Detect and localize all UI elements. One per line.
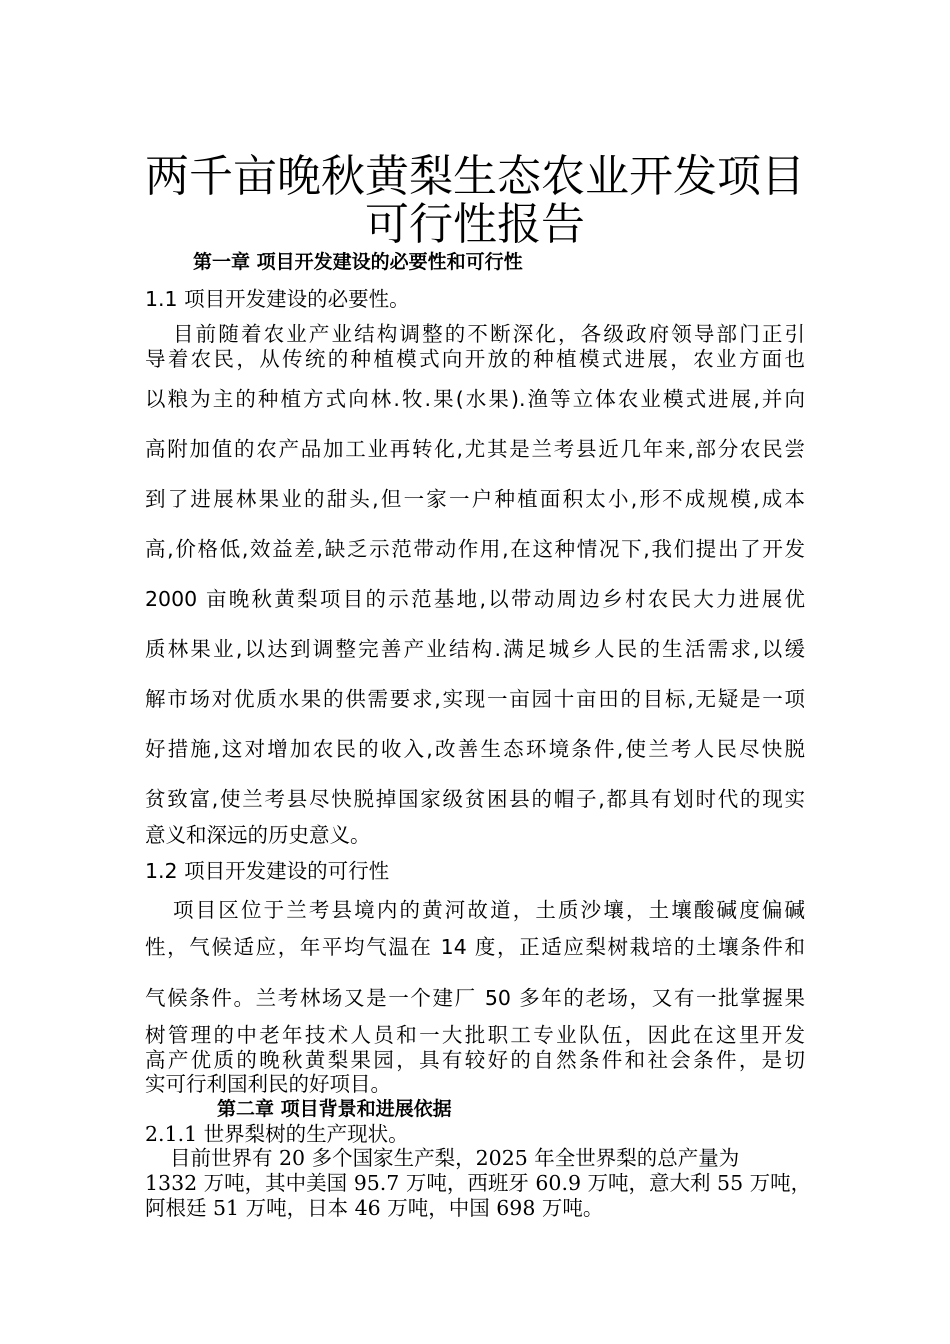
- paragraph-line: 导着农民，从传统的种植模式向开放的种植模式进展，农业方面也: [145, 347, 805, 371]
- section-1-2-title: 1.2 项目开发建设的可行性: [145, 859, 390, 883]
- paragraph-line: 解市场对优质水果的供需要求,实现一亩园十亩田的目标,无疑是一项: [145, 687, 805, 711]
- paragraph-line: 意义和深远的历史意义。: [145, 823, 371, 847]
- paragraph-line: 气候条件。兰考林场又是一个建厂 50 多年的老场，又有一批掌握果: [145, 986, 805, 1010]
- section-2-1-1-title: 2.1.1 世界梨树的生产现状。: [145, 1122, 409, 1146]
- paragraph-line: 高产优质的晚秋黄梨果园，具有较好的自然条件和社会条件，是切: [145, 1048, 805, 1072]
- document-title-line-2: 可行性报告: [365, 199, 585, 250]
- paragraph-line: 贫致富,使兰考县尽快脱掉国家级贫困县的帽子,都具有划时代的现实: [145, 787, 805, 811]
- paragraph-line: 树管理的中老年技术人员和一大批职工专业队伍，因此在这里开发: [145, 1023, 805, 1047]
- chapter-2-heading: 第二章 项目背景和进展依据: [217, 1098, 452, 1120]
- paragraph-line: 目前世界有 20 多个国家生产梨，2025 年全世界梨的总产量为: [170, 1146, 740, 1170]
- paragraph-line: 目前随着农业产业结构调整的不断深化，各级政府领导部门正引: [173, 322, 805, 346]
- paragraph-line: 1332 万吨，其中美国 95.7 万吨，西班牙 60.9 万吨，意大利 55 万吨，: [145, 1171, 812, 1195]
- paragraph-line: 性，气候适应，年平均气温在 14 度，正适应梨树栽培的土壤条件和: [145, 935, 805, 959]
- paragraph-line: 以粮为主的种植方式向林.牧.果(水果).渔等立体农业模式进展,并向: [145, 387, 805, 411]
- paragraph-line: 2000 亩晚秋黄梨项目的示范基地,以带动周边乡村农民大力进展优: [145, 587, 805, 611]
- paragraph-line: 项目区位于兰考县境内的黄河故道，土质沙壤，土壤酸碱度偏碱: [173, 898, 805, 922]
- paragraph-line: 到了进展林果业的甜头,但一家一户种植面积太小,形不成规模,成本: [145, 487, 805, 511]
- section-1-1-title: 1.1 项目开发建设的必要性。: [145, 287, 410, 311]
- chapter-1-heading: 第一章 项目开发建设的必要性和可行性: [193, 251, 523, 273]
- paragraph-line: 高附加值的农产品加工业再转化,尤其是兰考县近几年来,部分农民尝: [145, 437, 805, 461]
- document-title-line-1: 两千亩晚秋黄梨生态农业开发项目: [145, 151, 805, 202]
- paragraph-line: 阿根廷 51 万吨，日本 46 万吨，中国 698 万吨。: [145, 1196, 604, 1220]
- paragraph-line: 高,价格低,效益差,缺乏示范带动作用,在这种情况下,我们提出了开发: [145, 537, 805, 561]
- paragraph-line: 实可行利国利民的好项目。: [145, 1072, 391, 1096]
- paragraph-line: 质林果业,以达到调整完善产业结构.满足城乡人民的生活需求,以缓: [145, 637, 805, 661]
- paragraph-line: 好措施,这对增加农民的收入,改善生态环境条件,使兰考人民尽快脱: [145, 737, 805, 761]
